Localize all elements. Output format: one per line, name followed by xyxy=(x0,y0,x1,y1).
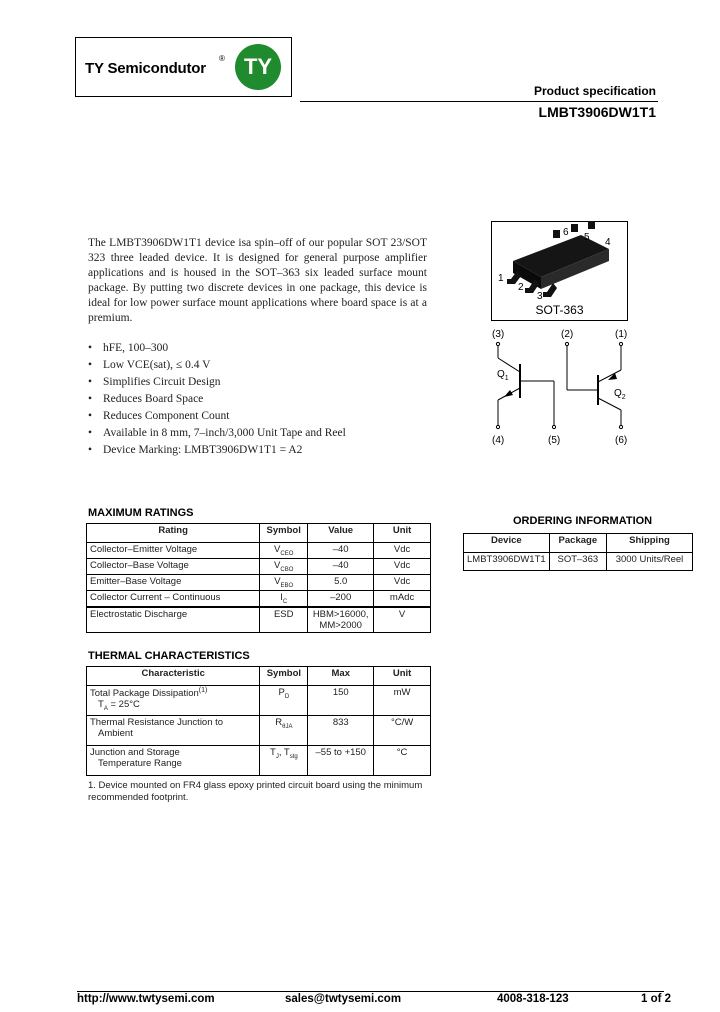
pin-1-label: 1 xyxy=(498,273,504,284)
footer-email-link[interactable]: sales@twtysemi.com xyxy=(285,993,402,1005)
table-header-row: Characteristic Symbol Max Unit xyxy=(87,667,431,686)
table-row: Collector Current – Continuous $I_C$ –200 mAdc xyxy=(87,590,431,606)
company-name: TY Semicondutor xyxy=(85,60,206,77)
feature-item: • Device Marking: LMBT3906DW1T1 = A2 xyxy=(88,442,346,459)
max-ratings-table xyxy=(86,523,431,633)
schematic-pin-4: (4) xyxy=(492,435,505,446)
feature-item: • Low VCE(sat), ≤ 0.4 V xyxy=(88,357,346,374)
pin-4-label: 4 xyxy=(605,237,611,248)
footer-phone: 4008-318-123 xyxy=(497,993,569,1005)
feature-item: • Simplifies Circuit Design xyxy=(88,374,346,391)
feature-item: • hFE, 100–300 xyxy=(88,340,346,357)
part-number: LMBT3906DW1T1 xyxy=(538,104,656,120)
pin-5-label: 5 xyxy=(584,232,590,243)
feature-item: • Reduces Component Count xyxy=(88,408,346,425)
footer-divider xyxy=(77,991,664,992)
pin-2-label: 2 xyxy=(518,282,524,293)
schematic-pin-1: (1) xyxy=(615,329,628,340)
q2-label: $Q_2$ xyxy=(614,388,626,401)
schematic-pin-5: (5) xyxy=(548,435,561,446)
footer-page-number: 1 of 2 xyxy=(641,993,672,1005)
table-header-row: Rating Symbol Value Unit xyxy=(87,524,431,543)
document-type: Product specification xyxy=(533,84,656,98)
q1-label: $Q_1$ xyxy=(497,369,509,382)
table-row: Thermal Resistance Junction to Ambient $R_{\theta JA}$ 833 °C/W xyxy=(87,716,431,746)
company-logo xyxy=(235,44,281,90)
ordering-table xyxy=(463,533,693,571)
schematic-pin-6: (6) xyxy=(615,435,628,446)
table-row: Total Package Dissipation$^{(1)}$ $T_A = 25^\circ C$ $P_D$ 150 mW xyxy=(87,686,431,716)
footer-website-link[interactable]: http://www.twtysemi.com xyxy=(77,993,215,1005)
feature-item: • Reduces Board Space xyxy=(88,391,346,408)
logo-text: TY xyxy=(243,54,273,79)
schematic-pin-2: (2) xyxy=(561,329,574,340)
table-row: Collector–Emitter Voltage $V_{CEO}$ –40 Vdc xyxy=(87,543,431,559)
header-divider xyxy=(300,101,658,102)
thermal-title: THERMAL CHARACTERISTICS xyxy=(88,650,250,662)
ordering-title: ORDERING INFORMATION xyxy=(513,515,653,527)
feature-list xyxy=(88,340,346,459)
table-row: LMBT3906DW1T1 SOT–363 3000 Units/Reel xyxy=(464,553,693,571)
pin-6-label: 6 xyxy=(563,227,569,238)
schematic-pin-3: (3) xyxy=(492,329,505,340)
max-ratings-title: MAXIMUM RATINGS xyxy=(88,507,194,519)
registered-mark: ® xyxy=(219,54,225,63)
sot363-package-image xyxy=(491,221,628,305)
package-label: SOT-363 xyxy=(535,303,584,317)
thermal-table xyxy=(86,666,431,776)
table-row: Electrostatic Discharge ESD HBM>16000, MM>2000 V xyxy=(87,607,431,633)
table-row: Junction and Storage Temperature Range $T_J$, $T_{stg}$ –55 to +150 °C xyxy=(87,746,431,776)
footnote: 1. Device mounted on FR4 glass epoxy printed circuit board using the minimum recommended footprint. xyxy=(88,780,423,803)
feature-item: • Available in 8 mm, 7–inch/3,000 Unit Tape and Reel xyxy=(88,425,346,442)
table-header-row: Device Package Shipping xyxy=(464,534,693,553)
pin-3-label: 3 xyxy=(537,291,543,302)
table-row: Emitter–Base Voltage $V_{EBO}$ 5.0 Vdc xyxy=(87,574,431,590)
device-description: The LMBT3906DW1T1 device isa spin–off of our popular SOT 23/SOT 323 three leaded device. It is designed for general purpose amplifier applications and is housed in the SOT–363 six leaded surface mount package. By putting two discrete devices in one package, this device is ideal for low power surface mount applications where board space is at a premium. xyxy=(88,237,427,324)
table-row: Collector–Base Voltage $V_{CBO}$ –40 Vdc xyxy=(87,558,431,574)
